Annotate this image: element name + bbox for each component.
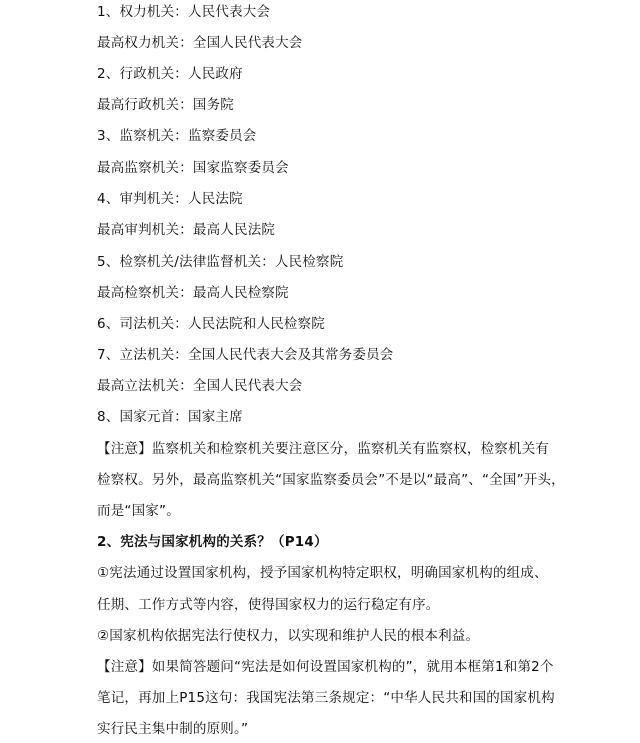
note-line: 【注意】如果简答题问“宪法是如何设置国家机构的”，就用本框第1和第2个 xyxy=(97,659,554,675)
text-line: 最高立法机关：全国人民代表大会 xyxy=(97,378,303,394)
note-line: 笔记，再加上P15这句：我国宪法第三条规定：“中华人民共和国的国家机构 xyxy=(97,690,555,706)
note-line: 检察权。另外，最高监察机关“国家监察委员会”不是以“最高”、“全国”开头， xyxy=(97,472,565,488)
text-line: 最高权力机关：全国人民代表大会 xyxy=(97,35,303,51)
text-line: ①宪法通过设置国家机构，授予国家机构特定职权，明确国家机构的组成、 xyxy=(97,565,548,581)
note-line: 而是“国家”。 xyxy=(97,503,180,519)
text-line: 2、行政机关：人民政府 xyxy=(97,66,243,82)
text-line: 最高审判机关：最高人民法院 xyxy=(97,222,276,238)
text-line: 任期、工作方式等内容，使得国家权力的运行稳定有序。 xyxy=(97,597,440,613)
section-heading: 2、宪法与国家机构的关系？（P14） xyxy=(97,534,328,550)
text-line: 8、国家元首：国家主席 xyxy=(97,409,243,425)
text-line: 5、检察机关/法律监督机关：人民检察院 xyxy=(97,254,344,270)
text-line: 1、权力机关：人民代表大会 xyxy=(97,4,271,20)
text-line: 最高行政机关：国务院 xyxy=(97,97,234,113)
text-line: 3、监察机关：监察委员会 xyxy=(97,128,257,144)
text-line: 最高检察机关：最高人民检察院 xyxy=(97,285,289,301)
note-line: 【注意】监察机关和检察机关要注意区分，监察机关有监察权，检察机关有 xyxy=(97,441,550,457)
text-line: 7、立法机关：全国人民代表大会及其常务委员会 xyxy=(97,347,394,363)
text-line: 最高监察机关：国家监察委员会 xyxy=(97,160,289,176)
note-line: 实行民主集中制的原则。” xyxy=(97,721,249,737)
text-line: ②国家机构依据宪法行使权力，以实现和维护人民的根本利益。 xyxy=(97,628,480,644)
text-line: 4、审判机关：人民法院 xyxy=(97,191,243,207)
text-line: 6、司法机关：人民法院和人民检察院 xyxy=(97,316,325,332)
